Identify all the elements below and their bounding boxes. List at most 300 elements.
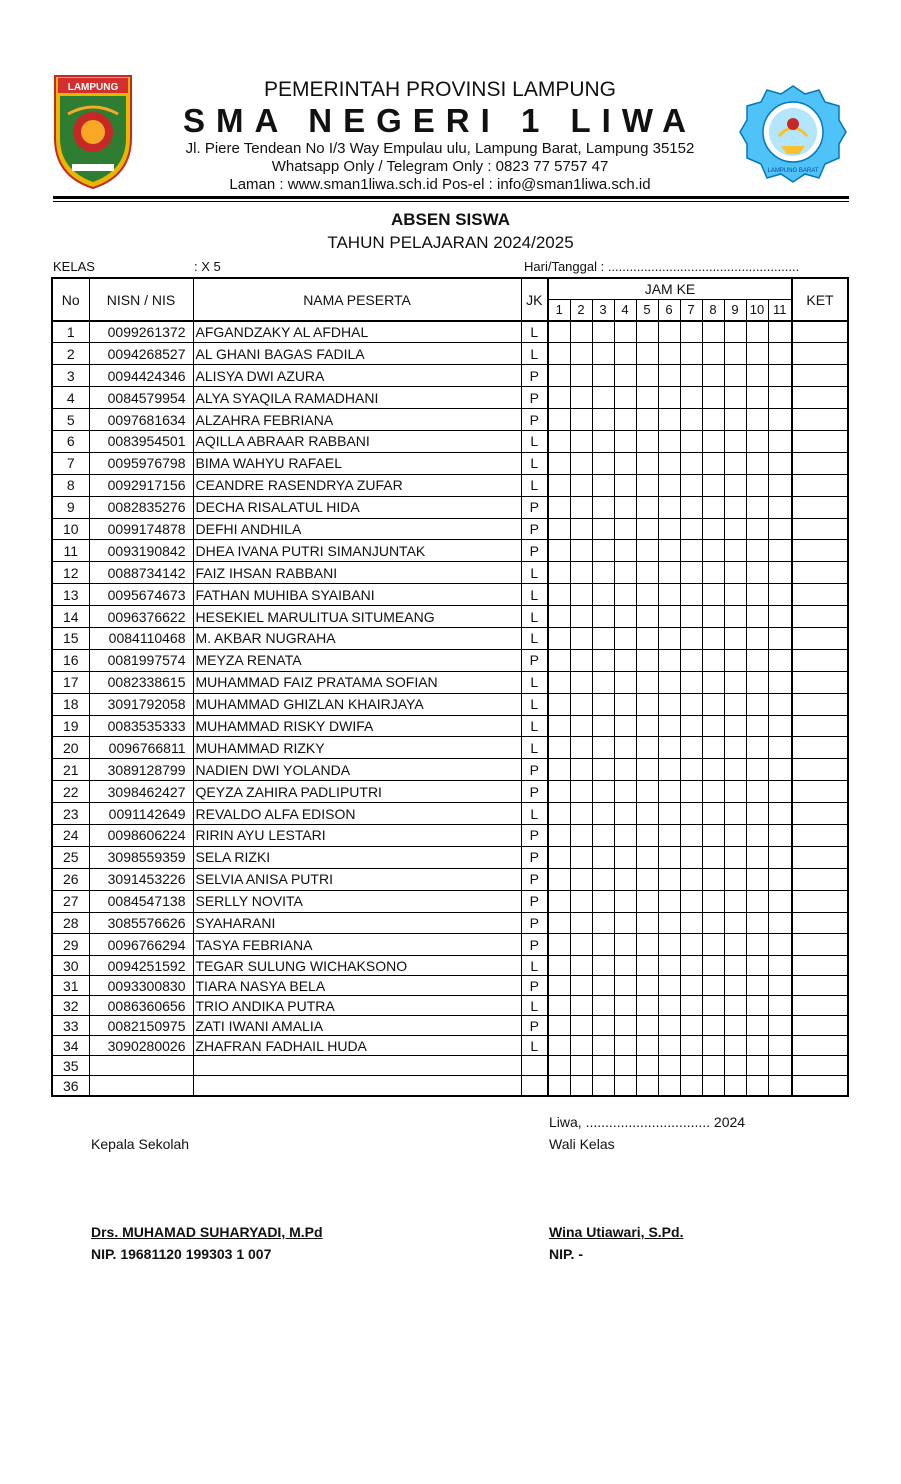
keterangan-cell xyxy=(792,474,848,496)
jam-number-header: 9 xyxy=(724,299,746,321)
attendance-cell xyxy=(636,781,658,803)
attendance-cell xyxy=(592,387,614,409)
keterangan-cell xyxy=(792,343,848,365)
student-no: 22 xyxy=(52,781,89,803)
attendance-cell xyxy=(570,846,592,868)
student-no: 10 xyxy=(52,518,89,540)
student-nisn: 0099174878 xyxy=(89,518,193,540)
signature-place-date: Liwa, ................................ 2024 xyxy=(549,1114,746,1130)
attendance-cell xyxy=(614,430,636,452)
attendance-cell xyxy=(702,890,724,912)
student-row xyxy=(52,868,848,890)
student-gender: P xyxy=(521,409,548,431)
kepala-sekolah-nip: NIP. 19681120 199303 1 007 xyxy=(91,1246,272,1262)
attendance-cell xyxy=(592,1036,614,1056)
student-row xyxy=(52,1076,848,1096)
attendance-cell xyxy=(658,912,680,934)
attendance-cell xyxy=(636,671,658,693)
attendance-cell xyxy=(548,781,570,803)
attendance-cell xyxy=(658,430,680,452)
attendance-cell xyxy=(768,737,792,759)
student-nisn: 0094424346 xyxy=(89,365,193,387)
attendance-cell xyxy=(570,1076,592,1096)
attendance-cell xyxy=(724,781,746,803)
keterangan-cell xyxy=(792,934,848,956)
attendance-cell xyxy=(658,976,680,996)
attendance-cell xyxy=(548,846,570,868)
student-row xyxy=(52,606,848,628)
student-row xyxy=(52,365,848,387)
keterangan-cell xyxy=(792,671,848,693)
keterangan-cell xyxy=(792,1076,848,1096)
student-no: 35 xyxy=(52,1056,89,1076)
attendance-cell xyxy=(680,715,702,737)
student-nisn: 0096766811 xyxy=(89,737,193,759)
jam-number-header: 2 xyxy=(570,299,592,321)
attendance-cell xyxy=(768,321,792,343)
student-name xyxy=(193,1056,521,1076)
attendance-cell xyxy=(768,452,792,474)
attendance-cell xyxy=(614,540,636,562)
attendance-cell xyxy=(548,496,570,518)
student-row xyxy=(52,1036,848,1056)
student-no: 32 xyxy=(52,996,89,1016)
attendance-cell xyxy=(592,584,614,606)
student-nisn: 0086360656 xyxy=(89,996,193,1016)
attendance-cell xyxy=(746,868,768,890)
attendance-cell xyxy=(614,343,636,365)
kelas-label: KELAS xyxy=(53,259,95,274)
attendance-cell xyxy=(636,1036,658,1056)
student-gender: P xyxy=(521,518,548,540)
attendance-cell xyxy=(658,496,680,518)
student-name: BIMA WAHYU RAFAEL xyxy=(193,452,521,474)
attendance-cell xyxy=(724,409,746,431)
attendance-cell xyxy=(746,1036,768,1056)
attendance-cell xyxy=(614,1016,636,1036)
attendance-cell xyxy=(592,627,614,649)
attendance-cell xyxy=(746,562,768,584)
student-gender: P xyxy=(521,649,548,671)
attendance-cell xyxy=(724,1056,746,1076)
attendance-cell xyxy=(724,934,746,956)
student-row xyxy=(52,343,848,365)
attendance-cell xyxy=(724,387,746,409)
attendance-cell xyxy=(592,976,614,996)
attendance-cell xyxy=(768,956,792,976)
attendance-cell xyxy=(768,540,792,562)
attendance-cell xyxy=(614,890,636,912)
student-nisn: 0096376622 xyxy=(89,606,193,628)
attendance-cell xyxy=(636,1076,658,1096)
attendance-cell xyxy=(702,562,724,584)
student-row xyxy=(52,1016,848,1036)
student-gender: L xyxy=(521,715,548,737)
student-nisn: 0099261372 xyxy=(89,321,193,343)
attendance-cell xyxy=(658,781,680,803)
keterangan-cell xyxy=(792,715,848,737)
attendance-cell xyxy=(768,824,792,846)
student-nisn: 0094268527 xyxy=(89,343,193,365)
attendance-cell xyxy=(614,846,636,868)
attendance-cell xyxy=(548,956,570,976)
attendance-cell xyxy=(724,803,746,825)
student-name: TRIO ANDIKA PUTRA xyxy=(193,996,521,1016)
attendance-cell xyxy=(592,890,614,912)
student-nisn: 3090280026 xyxy=(89,1036,193,1056)
attendance-cell xyxy=(548,890,570,912)
student-row xyxy=(52,430,848,452)
attendance-cell xyxy=(680,365,702,387)
attendance-cell xyxy=(658,627,680,649)
attendance-cell xyxy=(702,584,724,606)
student-name: DEFHI ANDHILA xyxy=(193,518,521,540)
attendance-cell xyxy=(592,737,614,759)
attendance-cell xyxy=(592,996,614,1016)
attendance-cell xyxy=(680,996,702,1016)
attendance-cell xyxy=(680,890,702,912)
attendance-cell xyxy=(592,824,614,846)
attendance-cell xyxy=(768,584,792,606)
attendance-cell xyxy=(658,715,680,737)
attendance-cell xyxy=(636,540,658,562)
attendance-cell xyxy=(570,496,592,518)
attendance-cell xyxy=(636,976,658,996)
attendance-cell xyxy=(680,343,702,365)
attendance-cell xyxy=(680,452,702,474)
attendance-cell xyxy=(724,824,746,846)
attendance-cell xyxy=(592,518,614,540)
attendance-cell xyxy=(680,321,702,343)
attendance-cell xyxy=(570,321,592,343)
attendance-cell xyxy=(570,649,592,671)
attendance-cell xyxy=(658,996,680,1016)
attendance-cell xyxy=(658,343,680,365)
student-name: AQILLA ABRAAR RABBANI xyxy=(193,430,521,452)
attendance-cell xyxy=(548,562,570,584)
student-no: 23 xyxy=(52,803,89,825)
attendance-cell xyxy=(658,474,680,496)
student-name: AL GHANI BAGAS FADILA xyxy=(193,343,521,365)
attendance-cell xyxy=(548,518,570,540)
attendance-cell xyxy=(636,759,658,781)
student-row xyxy=(52,956,848,976)
attendance-cell xyxy=(636,846,658,868)
attendance-cell xyxy=(614,934,636,956)
header-no: No xyxy=(52,278,89,321)
attendance-cell xyxy=(768,518,792,540)
keterangan-cell xyxy=(792,1016,848,1036)
student-no: 24 xyxy=(52,824,89,846)
attendance-cell xyxy=(702,846,724,868)
attendance-cell xyxy=(746,474,768,496)
student-no: 6 xyxy=(52,430,89,452)
attendance-cell xyxy=(724,584,746,606)
school-whatsapp: Whatsapp Only / Telegram Only : 0823 77 5757 47 xyxy=(271,158,609,175)
student-row xyxy=(52,890,848,912)
student-gender: L xyxy=(521,1036,548,1056)
attendance-cell xyxy=(636,518,658,540)
keterangan-cell xyxy=(792,649,848,671)
government-name: PEMERINTAH PROVINSI LAMPUNG xyxy=(264,78,616,101)
attendance-cell xyxy=(570,474,592,496)
student-row xyxy=(52,1056,848,1076)
attendance-cell xyxy=(746,365,768,387)
attendance-cell xyxy=(702,693,724,715)
attendance-cell xyxy=(680,803,702,825)
attendance-cell xyxy=(746,409,768,431)
attendance-cell xyxy=(592,321,614,343)
student-gender: P xyxy=(521,759,548,781)
attendance-cell xyxy=(570,976,592,996)
attendance-cell xyxy=(768,890,792,912)
letterhead-divider xyxy=(53,196,849,199)
student-name: MEYZA RENATA xyxy=(193,649,521,671)
attendance-cell xyxy=(724,321,746,343)
kepala-sekolah-name: Drs. MUHAMAD SUHARYADI, M.Pd xyxy=(91,1224,323,1240)
attendance-cell xyxy=(592,606,614,628)
attendance-cell xyxy=(636,321,658,343)
student-name: MUHAMMAD RIZKY xyxy=(193,737,521,759)
attendance-cell xyxy=(614,759,636,781)
attendance-cell xyxy=(746,606,768,628)
student-row xyxy=(52,496,848,518)
attendance-cell xyxy=(746,430,768,452)
attendance-cell xyxy=(768,606,792,628)
attendance-cell xyxy=(614,518,636,540)
attendance-cell xyxy=(724,1016,746,1036)
attendance-cell xyxy=(592,343,614,365)
attendance-cell xyxy=(768,759,792,781)
attendance-cell xyxy=(702,430,724,452)
attendance-cell xyxy=(614,996,636,1016)
student-row xyxy=(52,584,848,606)
student-no: 29 xyxy=(52,934,89,956)
attendance-cell xyxy=(702,759,724,781)
student-nisn: 0094251592 xyxy=(89,956,193,976)
attendance-cell xyxy=(746,715,768,737)
attendance-cell xyxy=(658,1076,680,1096)
attendance-cell xyxy=(680,606,702,628)
attendance-cell xyxy=(592,430,614,452)
student-gender: L xyxy=(521,562,548,584)
keterangan-cell xyxy=(792,540,848,562)
attendance-cell xyxy=(548,803,570,825)
attendance-cell xyxy=(680,584,702,606)
attendance-cell xyxy=(658,452,680,474)
attendance-cell xyxy=(570,562,592,584)
student-no: 36 xyxy=(52,1076,89,1096)
attendance-cell xyxy=(570,868,592,890)
attendance-cell xyxy=(636,474,658,496)
keterangan-cell xyxy=(792,868,848,890)
attendance-cell xyxy=(768,868,792,890)
logo-left-text: LAMPUNG xyxy=(67,82,119,93)
student-gender: P xyxy=(521,540,548,562)
attendance-cell xyxy=(724,430,746,452)
attendance-cell xyxy=(702,649,724,671)
attendance-cell xyxy=(636,912,658,934)
student-no: 17 xyxy=(52,671,89,693)
attendance-cell xyxy=(746,321,768,343)
attendance-cell xyxy=(724,890,746,912)
attendance-cell xyxy=(570,996,592,1016)
student-name: FATHAN MUHIBA SYAIBANI xyxy=(193,584,521,606)
attendance-cell xyxy=(746,781,768,803)
student-gender: L xyxy=(521,343,548,365)
attendance-cell xyxy=(548,671,570,693)
attendance-cell xyxy=(702,409,724,431)
student-gender: L xyxy=(521,956,548,976)
jam-number-header: 4 xyxy=(614,299,636,321)
attendance-cell xyxy=(724,452,746,474)
attendance-cell xyxy=(724,671,746,693)
attendance-cell xyxy=(680,759,702,781)
attendance-cell xyxy=(592,365,614,387)
attendance-cell xyxy=(746,496,768,518)
attendance-cell xyxy=(658,890,680,912)
attendance-cell xyxy=(746,649,768,671)
student-nisn: 3098559359 xyxy=(89,846,193,868)
student-gender: L xyxy=(521,606,548,628)
student-row xyxy=(52,474,848,496)
attendance-cell xyxy=(636,1016,658,1036)
student-nisn: 3098462427 xyxy=(89,781,193,803)
attendance-cell xyxy=(658,584,680,606)
attendance-cell xyxy=(636,715,658,737)
attendance-cell xyxy=(570,343,592,365)
attendance-cell xyxy=(724,912,746,934)
attendance-cell xyxy=(570,759,592,781)
attendance-cell xyxy=(702,912,724,934)
hari-tanggal-field: Hari/Tanggal : ..................................................... xyxy=(524,259,800,274)
attendance-cell xyxy=(570,912,592,934)
jam-number-header: 11 xyxy=(768,299,792,321)
attendance-cell xyxy=(724,1076,746,1096)
keterangan-cell xyxy=(792,759,848,781)
attendance-cell xyxy=(702,365,724,387)
attendance-cell xyxy=(592,1076,614,1096)
attendance-cell xyxy=(570,737,592,759)
attendance-cell xyxy=(658,868,680,890)
keterangan-cell xyxy=(792,737,848,759)
attendance-cell xyxy=(768,1036,792,1056)
student-no: 5 xyxy=(52,409,89,431)
attendance-cell xyxy=(592,934,614,956)
attendance-cell xyxy=(548,584,570,606)
keterangan-cell xyxy=(792,846,848,868)
attendance-cell xyxy=(724,996,746,1016)
student-name: ZATI IWANI AMALIA xyxy=(193,1016,521,1036)
attendance-cell xyxy=(680,671,702,693)
school-name: SMA NEGERI 1 LIWA xyxy=(183,102,697,139)
student-name: TASYA FEBRIANA xyxy=(193,934,521,956)
attendance-cell xyxy=(548,430,570,452)
attendance-cell xyxy=(680,693,702,715)
student-name: MUHAMMAD FAIZ PRATAMA SOFIAN xyxy=(193,671,521,693)
attendance-cell xyxy=(636,562,658,584)
attendance-cell xyxy=(746,518,768,540)
attendance-cell xyxy=(636,409,658,431)
attendance-cell xyxy=(702,540,724,562)
attendance-cell xyxy=(702,474,724,496)
attendance-cell xyxy=(746,846,768,868)
attendance-cell xyxy=(768,409,792,431)
student-row xyxy=(52,803,848,825)
attendance-cell xyxy=(658,671,680,693)
attendance-cell xyxy=(614,606,636,628)
student-no: 28 xyxy=(52,912,89,934)
attendance-cell xyxy=(680,912,702,934)
jam-number-header: 6 xyxy=(658,299,680,321)
attendance-cell xyxy=(636,956,658,976)
attendance-cell xyxy=(636,584,658,606)
jam-number-header: 1 xyxy=(548,299,570,321)
attendance-cell xyxy=(658,365,680,387)
attendance-cell xyxy=(746,627,768,649)
attendance-cell xyxy=(614,824,636,846)
attendance-cell xyxy=(636,868,658,890)
attendance-cell xyxy=(702,737,724,759)
keterangan-cell xyxy=(792,452,848,474)
attendance-cell xyxy=(614,976,636,996)
attendance-cell xyxy=(548,976,570,996)
student-no: 15 xyxy=(52,627,89,649)
attendance-cell xyxy=(658,562,680,584)
student-nisn: 0098606224 xyxy=(89,824,193,846)
student-no: 2 xyxy=(52,343,89,365)
attendance-cell xyxy=(768,627,792,649)
attendance-cell xyxy=(702,343,724,365)
attendance-cell xyxy=(570,430,592,452)
student-name: MUHAMMAD GHIZLAN KHAIRJAYA xyxy=(193,693,521,715)
attendance-cell xyxy=(680,562,702,584)
header-nama: NAMA PESERTA xyxy=(193,278,521,321)
student-name: M. AKBAR NUGRAHA xyxy=(193,627,521,649)
attendance-cell xyxy=(592,496,614,518)
attendance-cell xyxy=(570,387,592,409)
attendance-cell xyxy=(658,1056,680,1076)
attendance-cell xyxy=(614,409,636,431)
attendance-cell xyxy=(548,1056,570,1076)
keterangan-cell xyxy=(792,890,848,912)
student-gender: P xyxy=(521,496,548,518)
attendance-cell xyxy=(768,671,792,693)
attendance-cell xyxy=(680,627,702,649)
header-jam-ke: JAM KE xyxy=(548,278,792,299)
attendance-cell xyxy=(746,912,768,934)
student-gender: L xyxy=(521,737,548,759)
attendance-cell xyxy=(592,846,614,868)
attendance-cell xyxy=(724,518,746,540)
student-nisn: 0096766294 xyxy=(89,934,193,956)
attendance-cell xyxy=(746,934,768,956)
student-name: QEYZA ZAHIRA PADLIPUTRI xyxy=(193,781,521,803)
attendance-cell xyxy=(724,715,746,737)
school-website: Laman : www.sman1liwa.sch.id Pos-el : info@sman1liwa.sch.id xyxy=(229,176,651,193)
attendance-cell xyxy=(548,737,570,759)
attendance-cell xyxy=(702,1056,724,1076)
student-gender: P xyxy=(521,868,548,890)
attendance-cell xyxy=(746,452,768,474)
attendance-cell xyxy=(592,956,614,976)
header-nisn: NISN / NIS xyxy=(89,278,193,321)
attendance-cell xyxy=(548,452,570,474)
student-name: ALYA SYAQILA RAMADHANI xyxy=(193,387,521,409)
attendance-cell xyxy=(768,912,792,934)
student-name: SELA RIZKI xyxy=(193,846,521,868)
attendance-cell xyxy=(702,627,724,649)
